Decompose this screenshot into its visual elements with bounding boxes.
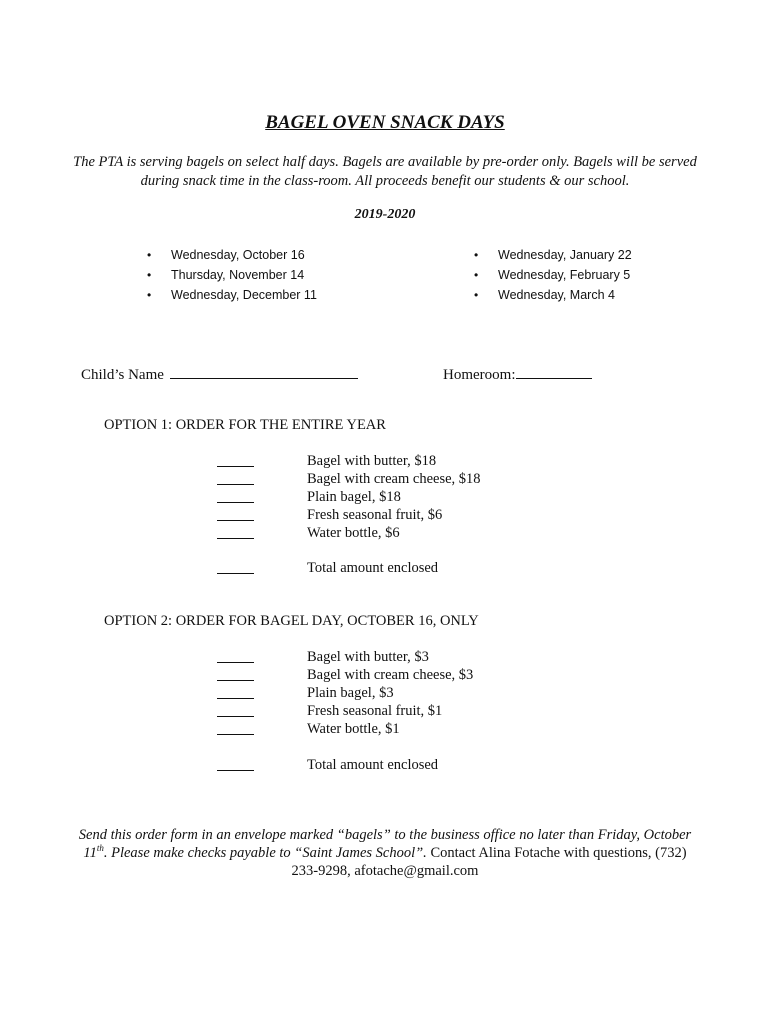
quantity-blank[interactable]: [217, 716, 254, 717]
date-item: • Wednesday, February 5: [474, 265, 632, 285]
date-item: • Wednesday, December 11: [147, 285, 317, 305]
option1-heading: OPTION 1: ORDER FOR THE ENTIRE YEAR: [104, 417, 386, 433]
item-label: Fresh seasonal fruit, $1: [307, 703, 443, 719]
homeroom-label: Homeroom:: [443, 367, 516, 383]
quantity-blank[interactable]: [217, 662, 254, 663]
quantity-blank[interactable]: [217, 520, 254, 521]
option2-heading: OPTION 2: ORDER FOR BAGEL DAY, OCTOBER 16, ONLY: [104, 613, 479, 629]
dates-list-left: [147, 245, 317, 305]
quantity-blank[interactable]: [217, 484, 254, 485]
quantity-blank[interactable]: [217, 466, 254, 467]
quantity-blank[interactable]: [217, 698, 254, 699]
childs-name-blank[interactable]: [170, 364, 344, 379]
date-item: • Wednesday, October 16: [147, 245, 317, 265]
date-item: • Thursday, November 14: [147, 265, 317, 285]
item-label: Fresh seasonal fruit, $6: [307, 507, 443, 523]
total-label: Total amount enclosed: [307, 560, 439, 576]
footer-contact-text: Contact Alina Fotache with questions, (732) 233-9298, afotache@gmail.com: [291, 845, 687, 879]
homeroom-blank[interactable]: [516, 364, 584, 379]
item-label: Water bottle, $1: [307, 721, 400, 737]
dates-list-right: [474, 245, 632, 305]
total-blank[interactable]: [217, 573, 254, 574]
item-label: Plain bagel, $3: [307, 685, 394, 701]
intro-text: The PTA is serving bagels on select half days. Bagels are available by pre-order only. Bagels will be served during snack time in the class-room. All proceeds benefit our students & our school.: [73, 154, 697, 189]
date-item: • Wednesday, January 22: [474, 245, 632, 265]
childs-name-field: [81, 364, 358, 384]
childs-name-label: Child’s Name: [81, 367, 164, 383]
option1-total: [217, 559, 517, 577]
item-label: Plain bagel, $18: [307, 489, 401, 505]
footer-italic-text-2: . Please make checks payable to “Saint James School”.: [103, 845, 427, 861]
option2-total: [217, 756, 517, 774]
homeroom-field: [443, 364, 592, 384]
item-label: Bagel with cream cheese, $18: [307, 471, 481, 487]
quantity-blank[interactable]: [217, 734, 254, 735]
footer-instructions: [70, 826, 700, 880]
school-year: 2019-2020: [354, 207, 416, 222]
quantity-blank[interactable]: [217, 538, 254, 539]
date-item: • Wednesday, March 4: [474, 285, 632, 305]
item-label: Water bottle, $6: [307, 525, 400, 541]
item-label: Bagel with butter, $3: [307, 649, 429, 665]
quantity-blank[interactable]: [217, 502, 254, 503]
footer-superscript: th: [96, 843, 104, 854]
form-title: BAGEL OVEN SNACK DAYS: [265, 112, 505, 133]
total-blank[interactable]: [217, 770, 254, 771]
item-label: Bagel with cream cheese, $3: [307, 667, 474, 683]
item-label: Bagel with butter, $18: [307, 453, 437, 469]
footer-italic-text: Send this order form in an envelope marked “bagels” to the business office no later than Friday, October 11: [78, 827, 692, 861]
quantity-blank[interactable]: [217, 680, 254, 681]
total-label: Total amount enclosed: [307, 757, 439, 773]
